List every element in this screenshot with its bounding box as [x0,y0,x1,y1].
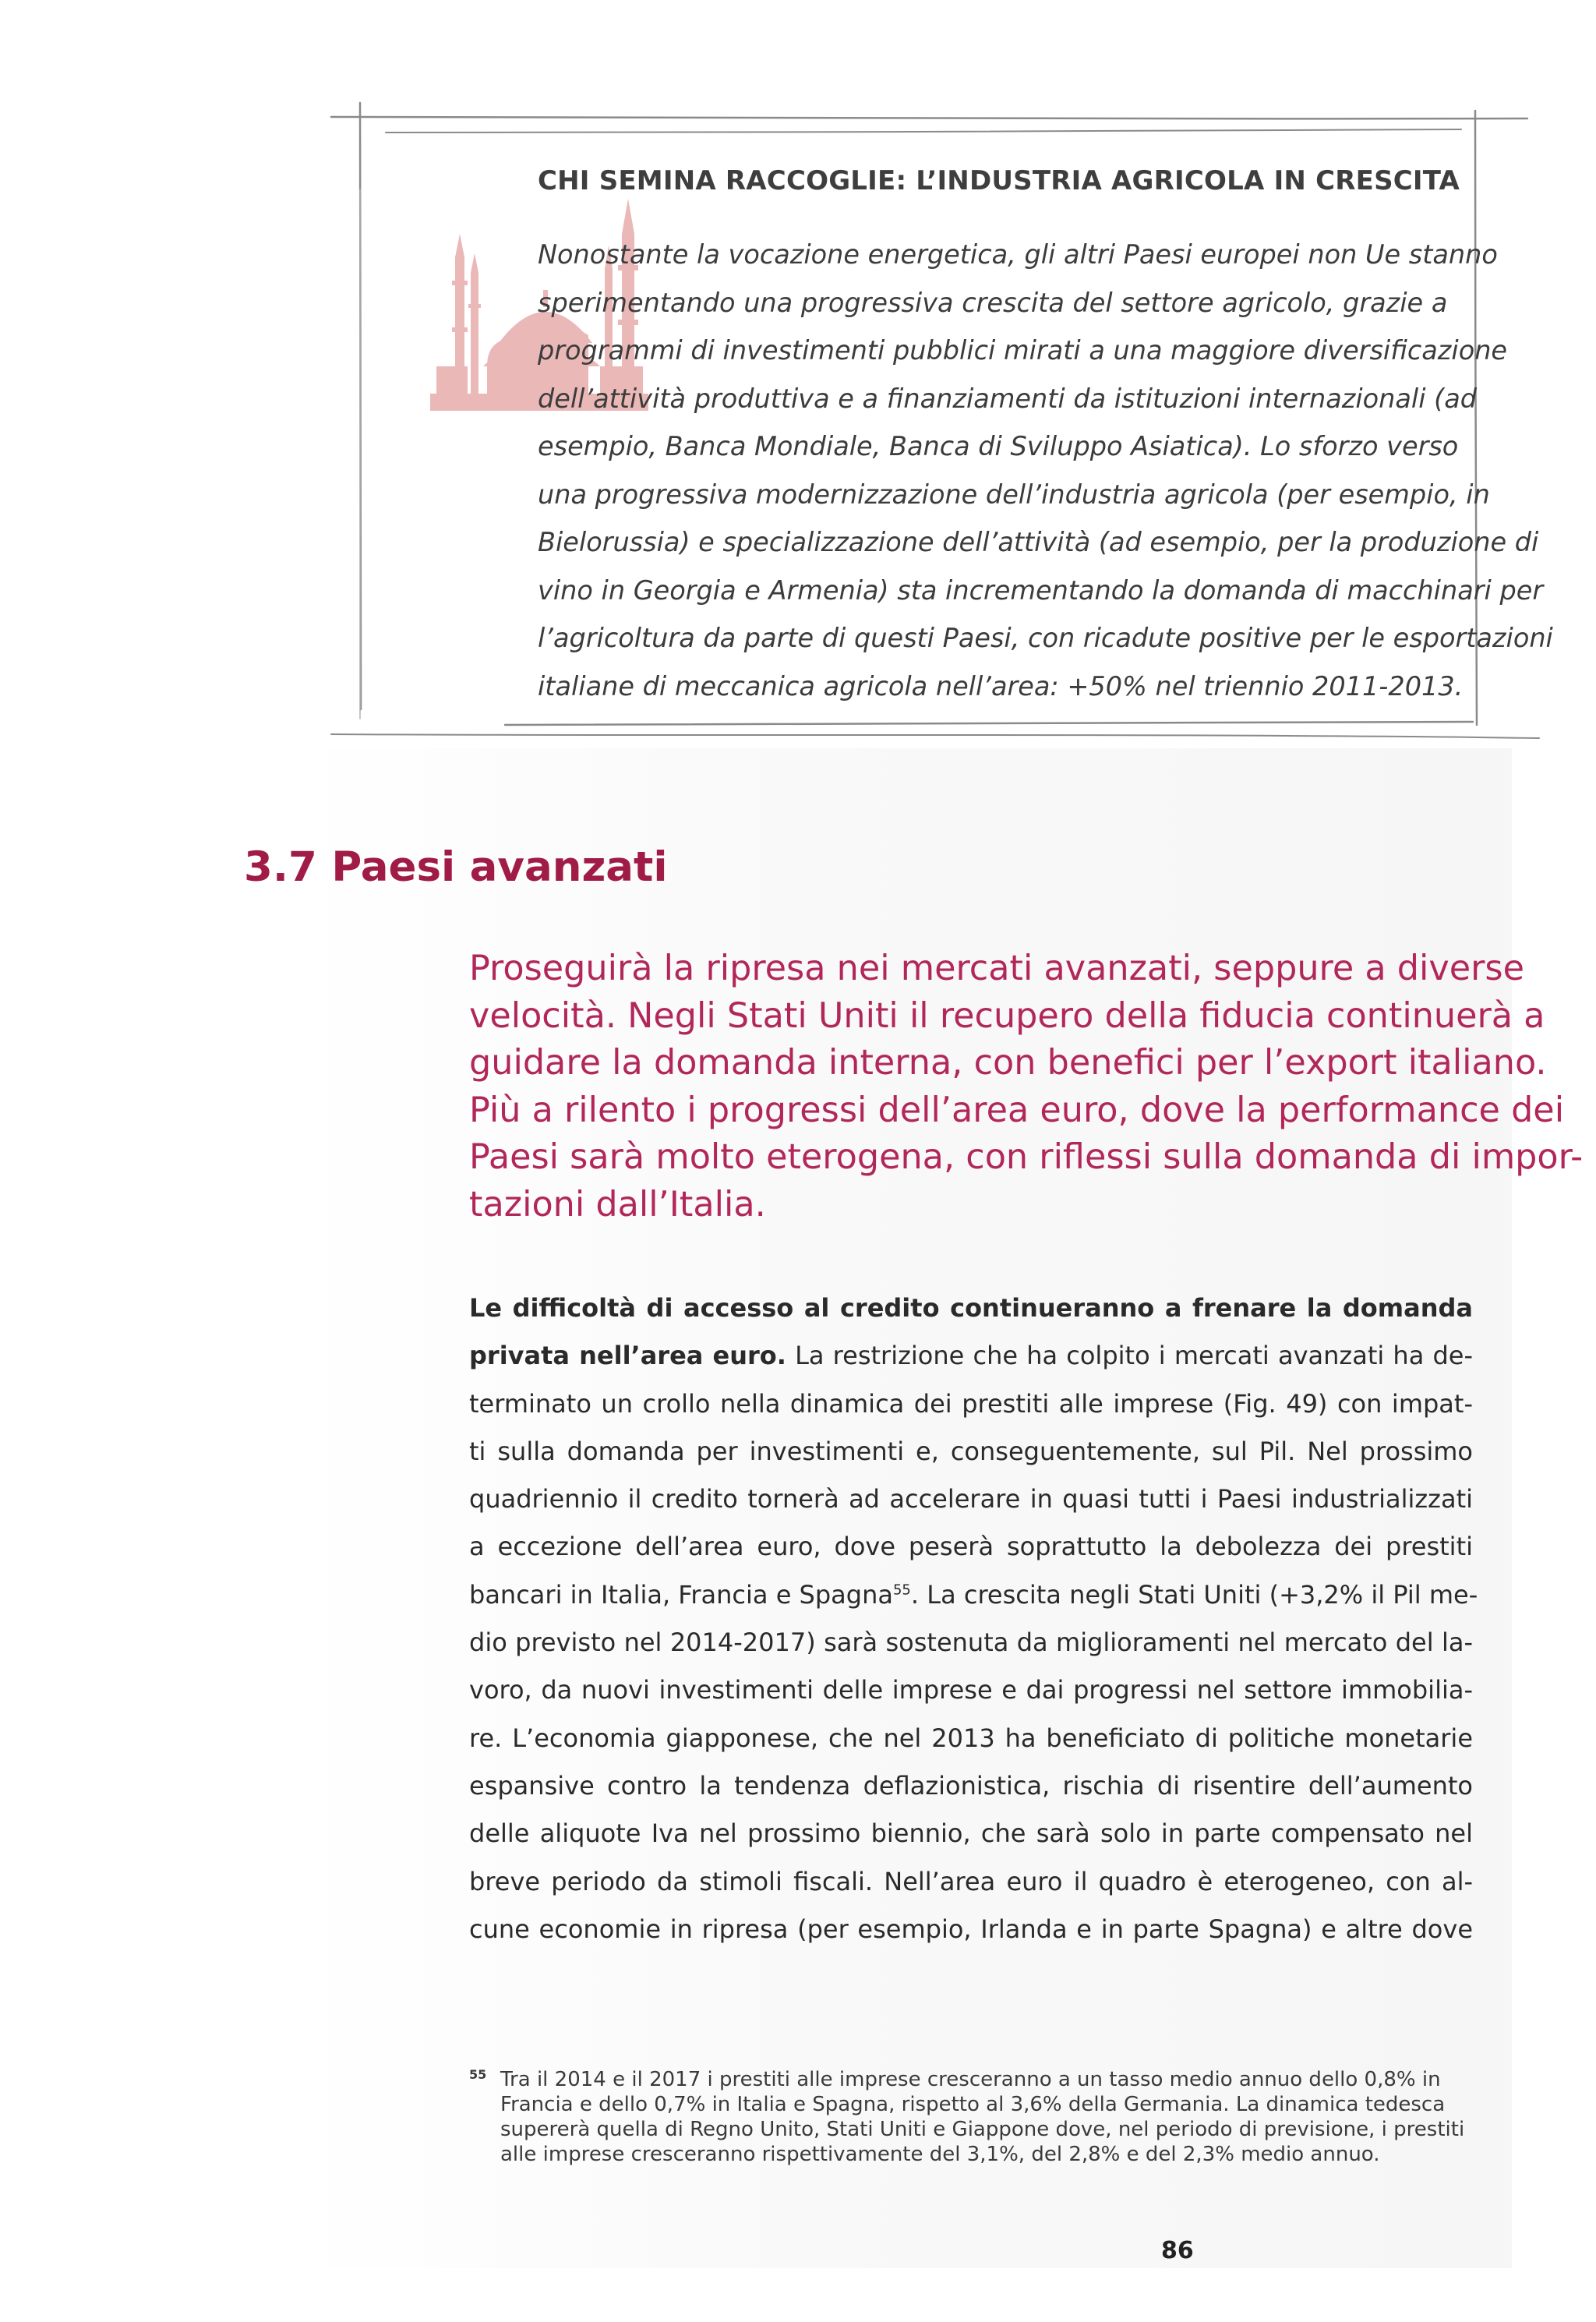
body-line: breve periodo da stimoli fiscali. Nell’area euro il quadro è eterogeneo, con al- [469,1866,1473,1896]
body-bold-lead: Le difficoltà di accesso al credito continueranno a frenare la domanda [469,1293,1473,1323]
lead-line: Più a rilento i progressi dell’area euro, dove la performance dei [469,1090,1565,1130]
box-text-line: Nonostante la vocazione energetica, gli altri Paesi europei non Ue stanno [538,239,1498,270]
body-line: voro, da nuovi investimenti delle imprese e dai progressi nel settore immobilia- [469,1675,1473,1705]
footnote [469,2067,1474,2167]
box-text-line: italiane di meccanica agricola nell’area: +50% nel triennio 2011-2013. [538,670,1464,702]
body-text: bancari in Italia, Francia e Spagna [469,1579,893,1610]
body-line: a eccezione dell’area euro, dove peserà soprattutto la debolezza dei prestiti [469,1532,1473,1562]
body-line: ti sulla domanda per investimenti e, conseguentemente, sul Pil. Nel prossimo [469,1436,1473,1466]
body-line: quadriennio il credito tornerà ad accelerare in quasi tutti i Paesi industrializzati [469,1484,1473,1514]
footnote-line: supererà quella di Regno Unito, Stati Uniti e Giappone dove, nel periodo di previsione, i prestiti [500,2118,1465,2141]
lead-line: velocità. Negli Stati Uniti il recupero della fiducia continuerà a [469,995,1545,1036]
lead-paragraph [469,945,1584,1228]
box-text-line: Bielorussia) e specializzazione dell’attività (ad esempio, per la produzione di [538,527,1539,557]
body-line: cune economie in ripresa (per esempio, Irlanda e in parte Spagna) e altre dove [469,1914,1473,1944]
page-number: 86 [1161,2237,1194,2264]
lead-line: Proseguirà la ripresa nei mercati avanzati, seppure a diverse [469,949,1524,988]
box-text-line: una progressiva modernizzazione dell’industria agricola (per esempio, in [538,479,1490,510]
box-text-line: esempio, Banca Mondiale, Banca di Sviluppo Asiatica). Lo sforzo verso [538,431,1459,461]
section-title: 3.7 Paesi avanzati [244,843,668,891]
footnote-line: Tra il 2014 e il 2017 i prestiti alle imprese cresceranno a un tasso medio annuo dello 0,8% in [500,2068,1441,2091]
footnote-line: alle imprese cresceranno rispettivamente del 3,1%, del 2,8% e del 2,3% medio annuo. [500,2143,1380,2166]
lead-line: guidare la domanda interna, con benefici per l’export italiano. [469,1043,1547,1083]
body-line: dio previsto nel 2014-2017) sarà sostenuta da miglioramenti nel mercato del la- [469,1628,1473,1658]
lead-line: tazioni dall’Italia. [469,1184,766,1225]
body-paragraph [469,1285,1478,1953]
box-text [538,231,1553,710]
box-text-line: l’agricoltura da parte di questi Paesi, con ricadute positive per le esportazioni [538,623,1553,653]
body-line: delle aliquote Iva nel prossimo biennio, che sarà solo in parte compensato nel [469,1818,1473,1849]
body-text: . La crescita negli Stati Uniti (+3,2% il Pil me- [910,1579,1478,1610]
box-text-line: dell’attività produttiva e a finanziamenti da istituzioni internazionali (ad [538,383,1478,414]
body-text: La restrizione che ha colpito i mercati avanzati ha de- [786,1341,1474,1371]
body-line: re. L’economia giapponese, che nel 2013 ha beneficiato di politiche monetarie [469,1723,1473,1753]
footnote-line: Francia e dello 0,7% in Italia e Spagna, rispetto al 3,6% della Germania. La dinamica tedesca [500,2093,1446,2116]
lead-line: Paesi sarà molto eterogena, con riflessi sulla domanda di impor- [469,1137,1584,1177]
box-title: CHI SEMINA RACCOGLIE: L’INDUSTRIA AGRICOLA IN CRESCITA [538,165,1460,196]
box-text-line: sperimentando una progressiva crescita del settore agricolo, grazie a [538,287,1448,318]
body-line: terminato un crollo nella dinamica dei prestiti alle imprese (Fig. 49) con impat- [469,1388,1473,1419]
footnote-ref[interactable]: 55 [892,1582,911,1599]
box-text-line: vino in Georgia e Armenia) sta incrementando la domanda di macchinari per [538,574,1544,606]
body-bold-lead: privata nell’area euro. [469,1341,786,1371]
box-text-line: programmi di investimenti pubblici mirati a una maggiore diversificazione [538,335,1508,366]
body-line: espansive contro la tendenza deflazionistica, rischia di risentire dell’aumento [469,1770,1473,1801]
footnote-number: 55 [469,2067,487,2082]
